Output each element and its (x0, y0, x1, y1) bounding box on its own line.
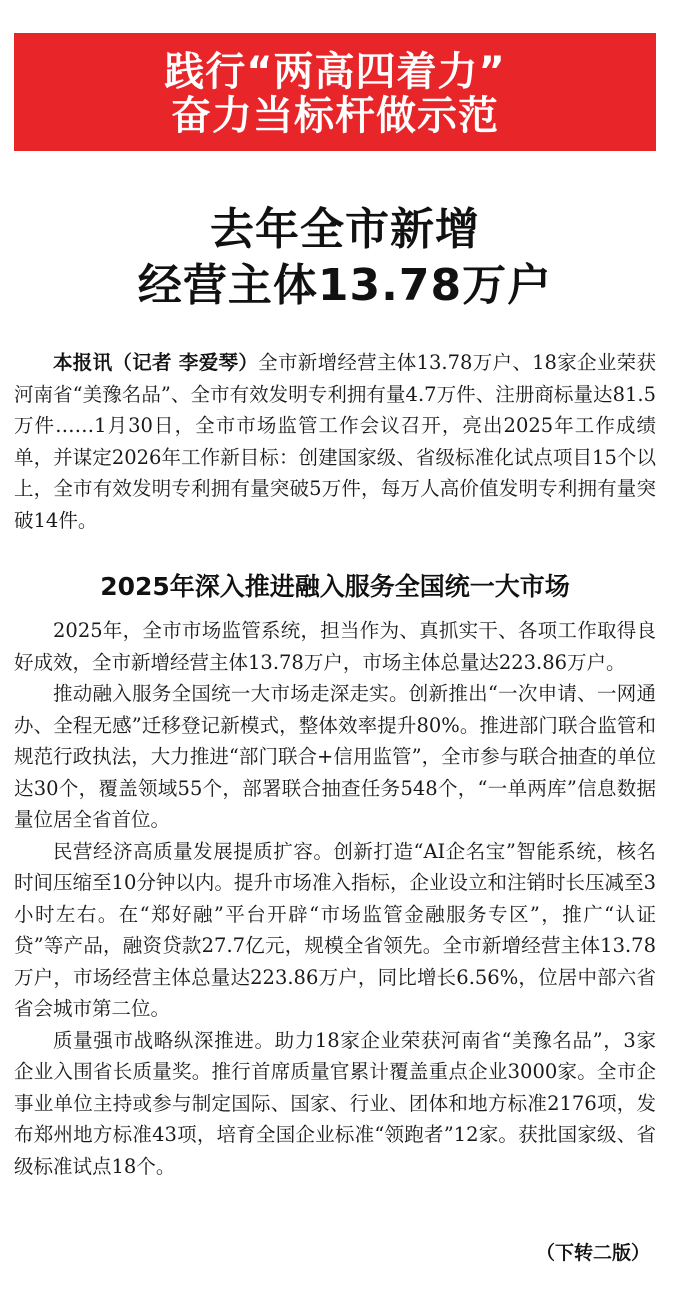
headline-line-2: 经营主体13.78万户 (137, 260, 553, 311)
banner-line-1: 践行“两高四着力” (164, 49, 506, 95)
body-paragraph: 2025年，全市市场监管系统，担当作为、真抓实干、各项工作取得良好成效，全市新增经营主体13.78万户，市场主体总量达223.86万户。 (14, 619, 656, 674)
lead-paragraph-block (14, 347, 656, 536)
byline: 本报讯（记者 李爱琴） (53, 351, 259, 374)
lead-paragraph (14, 347, 656, 536)
article-headline (0, 202, 690, 314)
body-paragraph: 质量强市战略纵深推进。助力18家企业荣获河南省“美豫名品”，3家企业入围省长质量奖。推行首席质量官累计覆盖重点企业3000家。全市企事业单位主持或参与制定国际、国家、行业、团体和地方标准2176项，发布郑州地方标准43项，培育全国企业标准“领跑者”12家。获批国家级、省级标准试点18个。 (14, 1028, 656, 1178)
body-paragraph: 推动融入服务全国统一大市场走深走实。创新推出“一次申请、一网通办、全程无感”迁移登记新模式，整体效率提升80%。推进部门联合监管和规范行政执法，大力推进“部门联合+信用监管”，全市参与联合抽查的单位达30个，覆盖领域55个，部署联合抽查任务548个，“一单两库”信息数据量位居全省首位。 (14, 682, 656, 831)
headline-line-1: 去年全市新增 (210, 204, 480, 255)
article-body (14, 615, 656, 1182)
lead-text: 全市新增经营主体13.78万户、18家企业荣获河南省“美豫名品”、全市有效发明专利拥有量4.7万件、注册商标量达81.5万件……1月30日，全市市场监管工作会议召开，亮出2025年工作成绩单，并谋定2026年工作新目标：创建国家级、省级标准化试点项目15个以上，全市有效发明专利拥有量突破5万件，每万人高价值发明专利拥有量突破14件。 (14, 351, 656, 532)
section-subheading: 2025年深入推进融入服务全国统一大市场 (100, 572, 570, 601)
continued-on-page-note: （下转二版） (535, 1242, 650, 1264)
body-paragraph: 民营经济高质量发展提质扩容。创新打造“AI企名宝”智能系统，核名时间压缩至10分钟以内。提升市场准入指标，企业设立和注销时长压减至3小时左右。在“郑好融”平台开辟“市场监管金融服务专区”，推广“认证贷”等产品，融资贷款27.7亿元，规模全省领先。全市新增经营主体13.78万户，市场经营主体总量达223.86万户，同比增长6.56%，位居中部六省省会城市第二位。 (14, 839, 656, 1020)
column-banner (14, 33, 656, 151)
banner-line-2: 奋力当标杆做示范 (171, 93, 499, 139)
